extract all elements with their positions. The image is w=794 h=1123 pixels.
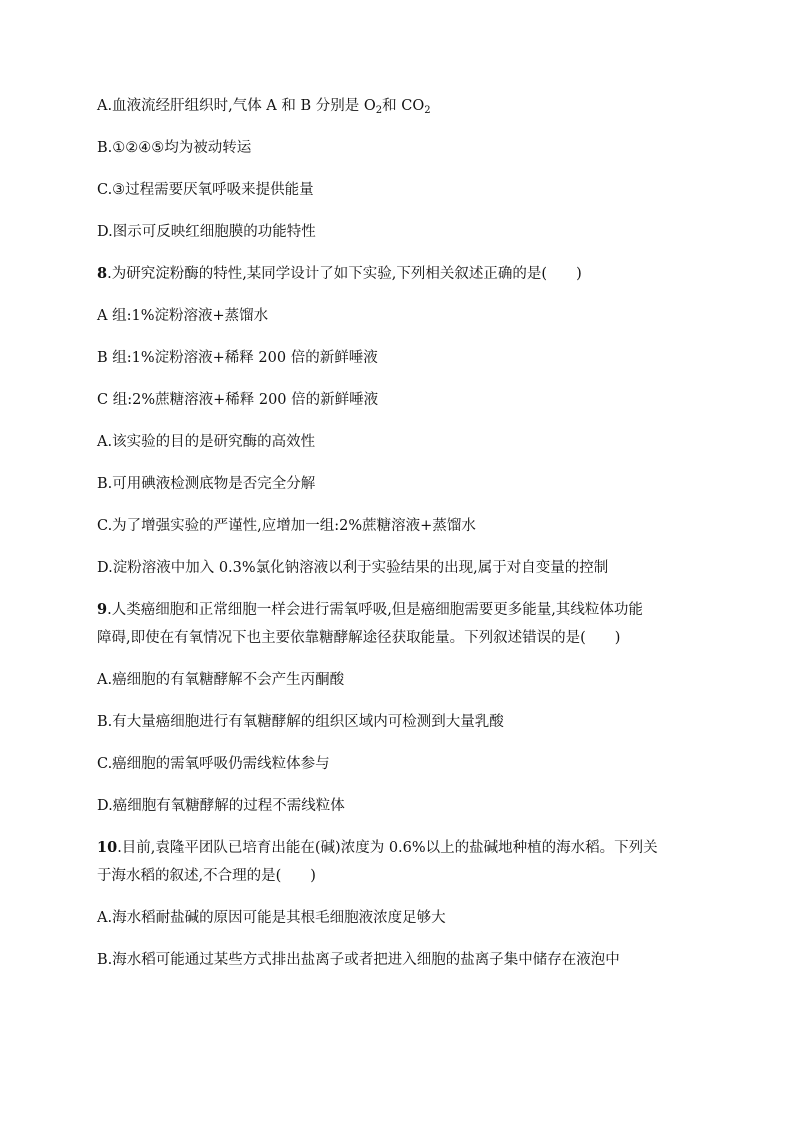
q7-option-a-text-mid: 和 CO: [382, 98, 425, 114]
q9-stem: [97, 600, 717, 620]
subscript: 2: [424, 105, 431, 116]
q8-stem-text: .为研究淀粉酶的特性,某同学设计了如下实验,下列相关叙述正确的是( ): [107, 266, 582, 282]
q8-option-b: B.可用碘液检测底物是否完全分解: [97, 476, 316, 492]
q9-option-a: A.癌细胞的有氧糖酵解不会产生丙酮酸: [97, 672, 345, 688]
q8-number: 8: [97, 265, 108, 282]
q9-number: 9: [97, 601, 108, 618]
q8-option-a: A.该实验的目的是研究酶的高效性: [97, 434, 316, 450]
q8-option-d: D.淀粉溶液中加入 0.3%氯化钠溶液以利于实验结果的出现,属于对自变量的控制: [97, 560, 609, 576]
document-page: [97, 96, 717, 970]
q10-option-b: B.海水稻可能通过某些方式排出盐离子或者把进入细胞的盐离子集中储存在液泡中: [97, 952, 620, 968]
q8-group-b: B 组:1%淀粉溶液+稀释 200 倍的新鲜唾液: [97, 350, 378, 366]
q7-option-b: B.①②④⑤均为被动转运: [97, 140, 252, 156]
q10-stem-line2: 于海水稻的叙述,不合理的是( ): [97, 868, 316, 884]
q7-option-a-text: A.血液流经肝组织时,气体 A 和 B 分别是 O: [97, 98, 376, 114]
q9-option-c: C.癌细胞的需氧呼吸仍需线粒体参与: [97, 756, 330, 772]
q8-stem: [97, 264, 717, 284]
q7-option-d: D.图示可反映红细胞膜的功能特性: [97, 224, 316, 240]
q8-group-c: C 组:2%蔗糖溶液+稀释 200 倍的新鲜唾液: [97, 392, 379, 408]
q8-option-c: C.为了增强实验的严谨性,应增加一组:2%蔗糖溶液+蒸馏水: [97, 518, 476, 534]
q8-group-a: A 组:1%淀粉溶液+蒸馏水: [97, 308, 269, 324]
q9-option-d: D.癌细胞有氧糖酵解的过程不需线粒体: [97, 798, 345, 814]
q9-option-b: B.有大量癌细胞进行有氧糖酵解的组织区域内可检测到大量乳酸: [97, 714, 504, 730]
q7-option-a: [97, 96, 717, 116]
q10-stem: [97, 838, 717, 858]
q10-number: 10: [97, 839, 118, 856]
q10-option-a: A.海水稻耐盐碱的原因可能是其根毛细胞液浓度足够大: [97, 910, 446, 926]
q10-stem-text: .目前,袁隆平团队已培育出能在(碱)浓度为 0.6%以上的盐碱地种植的海水稻。下列关: [117, 840, 658, 856]
q9-stem-line2: 障碍,即使在有氧情况下也主要依靠糖酵解途径获取能量。下列叙述错误的是( ): [97, 630, 621, 646]
q9-stem-text: .人类癌细胞和正常细胞一样会进行需氧呼吸,但是癌细胞需要更多能量,其线粒体功能: [107, 602, 643, 618]
q7-option-c: C.③过程需要厌氧呼吸来提供能量: [97, 182, 314, 198]
subscript: 2: [375, 105, 383, 116]
